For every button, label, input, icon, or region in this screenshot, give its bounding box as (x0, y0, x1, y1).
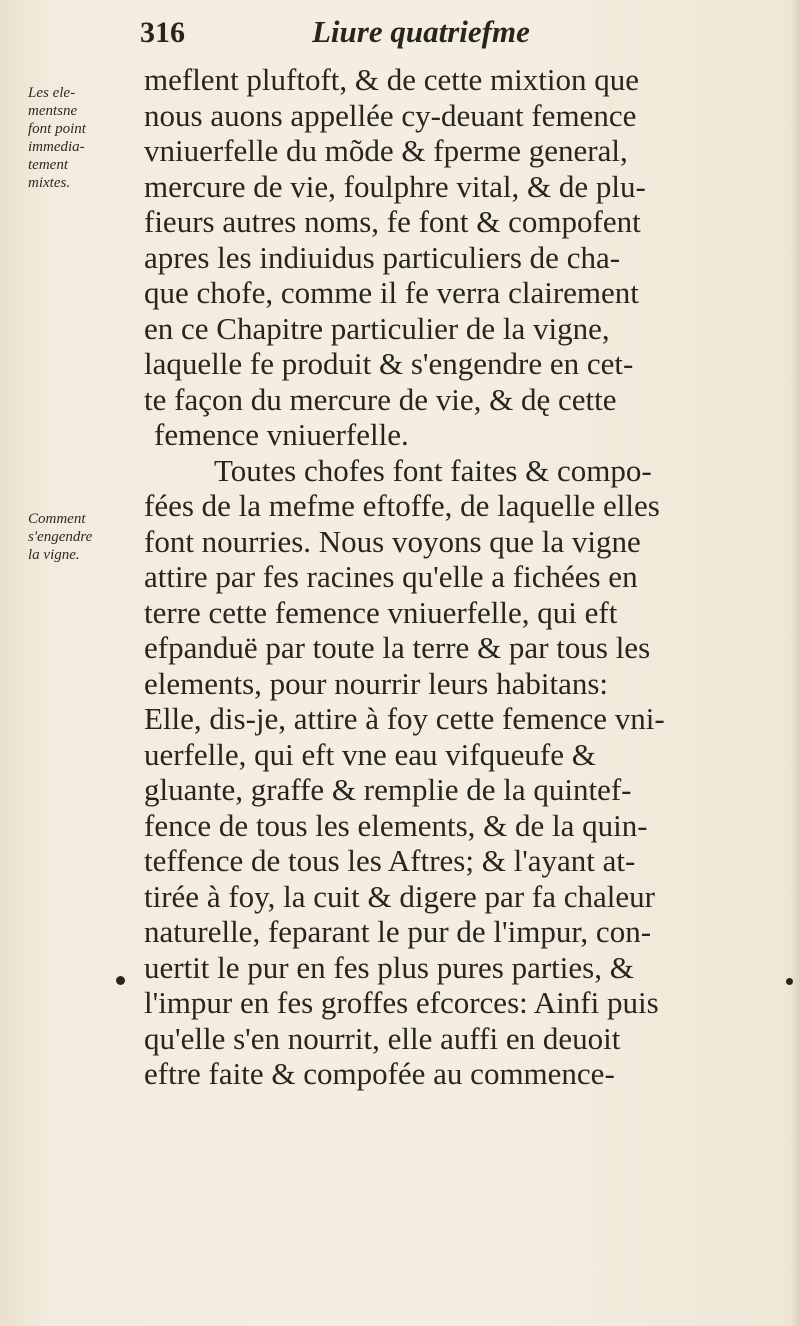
text-line: en ce Chapitre particulier de la vigne, (144, 310, 610, 346)
text-line: naturelle, feparant le pur de l'impur, con- (144, 914, 652, 949)
text-line: tirée à foy, la cuit & digere par fa chaleur (144, 878, 655, 914)
text-line: mercure de vie, foulphre vital, & de plu- (144, 168, 646, 204)
margin-bullet-mark (116, 976, 125, 985)
text-line: eftre faite & compofée au commence- (144, 1056, 615, 1091)
body-text (144, 62, 784, 1092)
margin-note-vine (28, 510, 92, 564)
text-line: te façon du mercure de vie, & dę cette (144, 381, 617, 417)
text-line: terre cette femence vniuerfelle, qui eft (144, 594, 618, 630)
text-line: meflent pluftoft, & de cette mixtion que (144, 62, 640, 97)
margin-note-line: font point (28, 121, 86, 137)
text-line: uertit le pur en fes plus pures parties, & (144, 949, 634, 985)
text-line: uerfelle, qui eft vne eau vifqueufe & (144, 736, 596, 772)
margin-note-line: Comment (28, 511, 86, 527)
text-line: efpanduë par toute la terre & par tous les (144, 630, 651, 665)
text-line: femence vniuerfelle. (154, 417, 409, 452)
text-line: fées de la mefme eftoffe, de laquelle elles (144, 488, 660, 523)
page-header (140, 14, 740, 54)
text-line: attire par fes racines qu'elle a fichées en (144, 559, 638, 594)
text-line: teffence de tous les Aftres; & l'ayant at- (144, 843, 636, 878)
margin-note-elements (28, 84, 86, 192)
text-line: qu'elle s'en nourrit, elle auffi en deuoit (144, 1020, 621, 1056)
text-line: laquelle fe produit & s'engendre en cet- (144, 346, 634, 381)
text-line: nous auons appellée cy-deuant femence (144, 97, 637, 133)
margin-note-line: mixtes. (28, 175, 71, 191)
text-line: fieurs autres noms, fe font & compofent (144, 204, 641, 239)
margin-note-line: la vigne. (28, 547, 80, 563)
margin-note-line: tement (28, 157, 68, 173)
text-line: que chofe, comme il fe verra clairement (144, 275, 639, 310)
margin-note-line: s'engendre (28, 529, 93, 545)
page-edge-shadow (790, 0, 800, 1326)
paragraph-start-line: Toutes chofes font faites & compo- (214, 452, 652, 488)
margin-note-line: mentsne (28, 103, 78, 119)
text-line: vniuerfelle du mõde & fperme general, (144, 133, 628, 168)
text-line: l'impur en fes groffes efcorces: Ainfi puis (144, 985, 659, 1020)
text-line: elements, pour nourrir leurs habitans: (144, 665, 609, 701)
text-line: apres les indiuidus particuliers de cha- (144, 239, 621, 275)
running-title: Liure quatriefme (312, 14, 530, 49)
margin-note-line: Les ele- (28, 85, 76, 101)
text-line: font nourries. Nous voyons que la vigne (144, 523, 641, 559)
text-line: gluante, graffe & remplie de la quintef- (144, 772, 632, 807)
page-number: 316 (140, 16, 185, 49)
text-line: fence de tous les elements, & de la quin- (144, 807, 648, 843)
margin-note-line: immedia- (28, 139, 85, 155)
text-line: Elle, dis-je, attire à foy cette femence vni- (144, 701, 665, 736)
